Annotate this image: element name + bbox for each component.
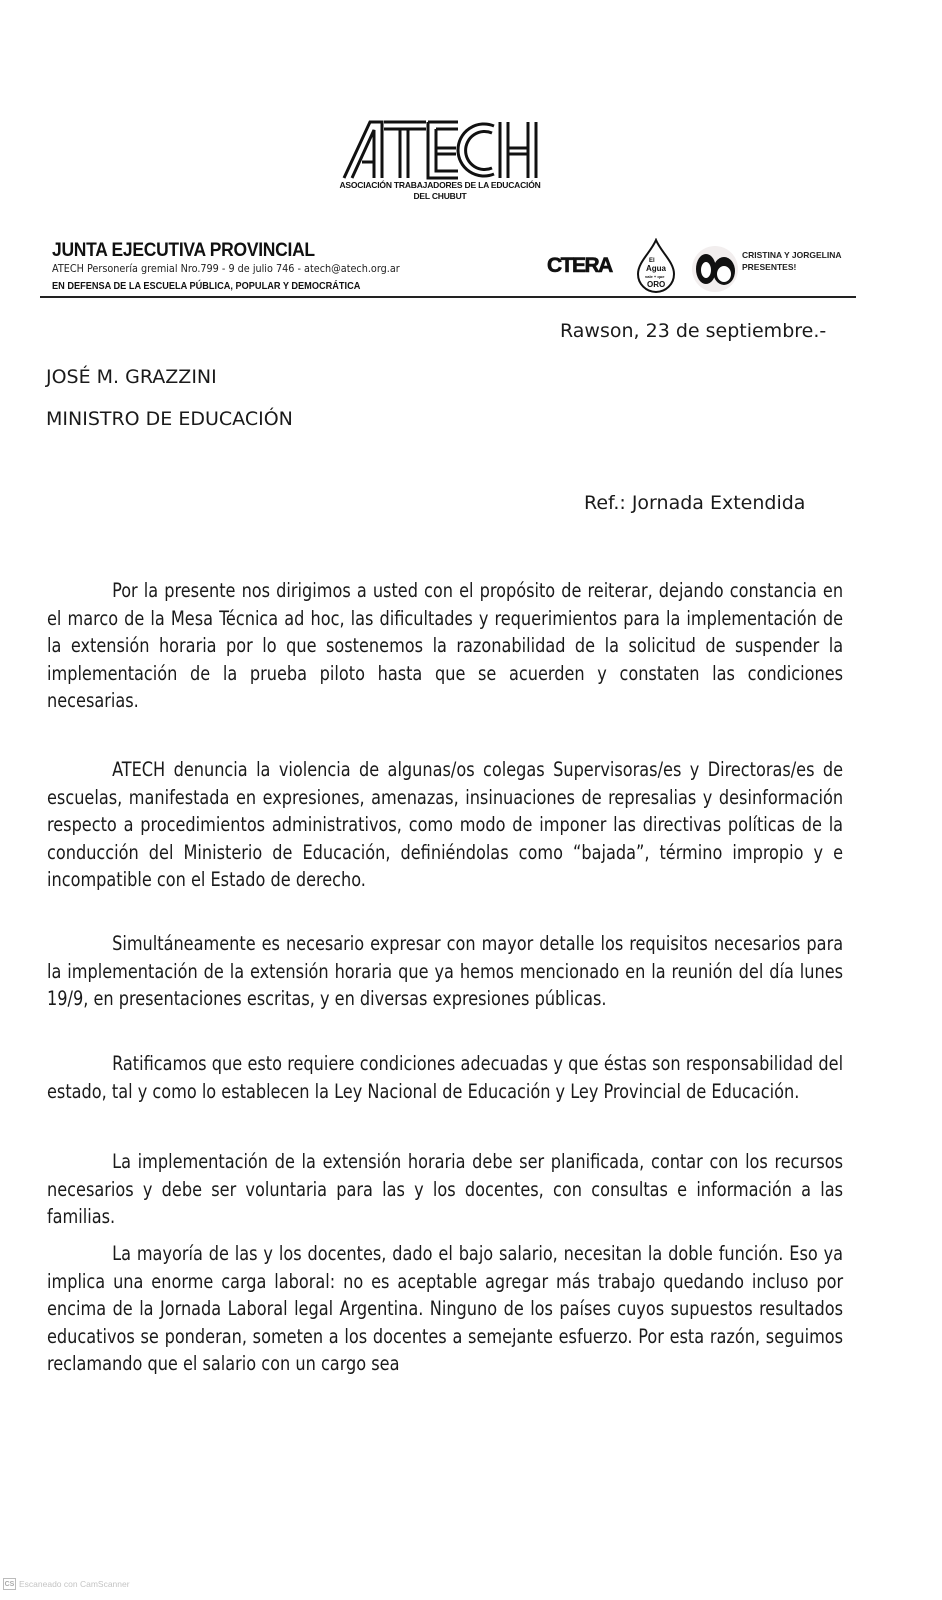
drop-text-4: ORO — [647, 280, 666, 289]
recipient-name: JOSÉ M. GRAZZINI — [46, 366, 217, 388]
letterhead-info — [52, 240, 430, 295]
paragraph-text: La implementación de la extensión horaria debe ser planificada, contar con los recursos necesarios y debe ser voluntaria para las y los docentes, con consultas e información a las familias. — [47, 1150, 844, 1229]
body-paragraph — [47, 1148, 843, 1231]
letterhead-logo — [330, 118, 550, 202]
header-divider — [40, 296, 856, 298]
paragraph-text: Por la presente nos dirigimos a usted con el propósito de reiterar, dejando constancia en el marco de la Mesa Técnica ad hoc, las dificultades y requerimientos para la implementación de la extensión horaria por lo que sostenemos la razonabilidad de la solicitud de suspender la implementación de la prueba piloto hasta que se acuerden y constaten las condiciones necesarias. — [47, 579, 844, 713]
atech-logo-icon — [340, 118, 540, 180]
camscanner-icon: CS — [3, 1578, 16, 1590]
tribute-line1: CRISTINA Y JORGELINA — [742, 250, 842, 260]
place-date: Rawson, 23 de septiembre.- — [560, 320, 827, 342]
letterhead-motto: EN DEFENSA DE LA ESCUELA PÚBLICA, POPULAR Y DEMOCRÁTICA — [52, 281, 361, 292]
tribute-faces-logo-icon — [690, 245, 742, 293]
body-paragraph — [47, 577, 843, 715]
water-drop-logo-icon — [635, 238, 677, 294]
body-paragraph — [47, 1240, 843, 1378]
body-paragraph — [47, 930, 843, 1013]
recipient-title: MINISTRO DE EDUCACIÓN — [46, 408, 293, 430]
body-paragraph — [47, 1050, 843, 1105]
watermark-text: Escaneado con CamScanner — [19, 1579, 130, 1589]
paragraph-text: ATECH denuncia la violencia de algunas/os colegas Supervisoras/es y Directoras/es de escuelas, manifestada en expresiones, amenazas, insinuaciones de represalias y desinformación respecto a procedimientos administrativos, como modo de imponer las directivas políticas de la conducción del Ministerio de Educación, definiéndolas como “bajada”, término impropio y e incompatible con el Estado de derecho. — [47, 758, 844, 892]
ctera-logo: CTERA — [547, 254, 612, 277]
reference-line: Ref.: Jornada Extendida — [584, 492, 806, 514]
paragraph-text: Simultáneamente es necesario expresar con mayor detalle los requisitos necesarios para la implementación de la extensión horaria que ya hemos mencionado en la reunión del día lunes 19/9, en presentaciones escritas, y en diversas expresiones públicas. — [47, 932, 844, 1011]
tribute-line2: PRESENTES! — [742, 262, 797, 272]
drop-text-1: El — [649, 258, 655, 264]
tribute-text — [742, 249, 842, 273]
logo-subtitle-line1: ASOCIACIÓN TRABAJADORES DE LA EDUCACIÓN — [339, 180, 541, 190]
drop-text-3: vale + que — [645, 274, 665, 279]
letterhead-contact-line: ATECH Personería gremial Nro.799 - 9 de julio 746 - atech@atech.org.ar — [52, 263, 400, 275]
drop-text-2: Agua — [646, 264, 666, 273]
logo-subtitle-line2: DEL CHUBUT — [413, 191, 467, 201]
letterhead-title: JUNTA EJECUTIVA PROVINCIAL — [52, 240, 315, 261]
scanner-watermark — [3, 1578, 130, 1590]
paragraph-text: La mayoría de las y los docentes, dado el bajo salario, necesitan la doble función. Eso ya implica una enorme carga laboral: no es aceptable agregar más trabajo quedando incluso por encima de la Jornada Laboral legal Argentina. Ninguno de los países cuyos supuestos resultados educativos se ponderan, someten a los docentes a semejante esfuerzo. Por esta razón, seguimos reclamando que el salario con un cargo sea — [47, 1242, 844, 1376]
body-paragraph — [47, 756, 843, 894]
paragraph-text: Ratificamos que esto requiere condiciones adecuadas y que éstas son responsabilidad del estado, tal y como lo establecen la Ley Nacional de Educación y Ley Provincial de Educación. — [47, 1052, 844, 1103]
